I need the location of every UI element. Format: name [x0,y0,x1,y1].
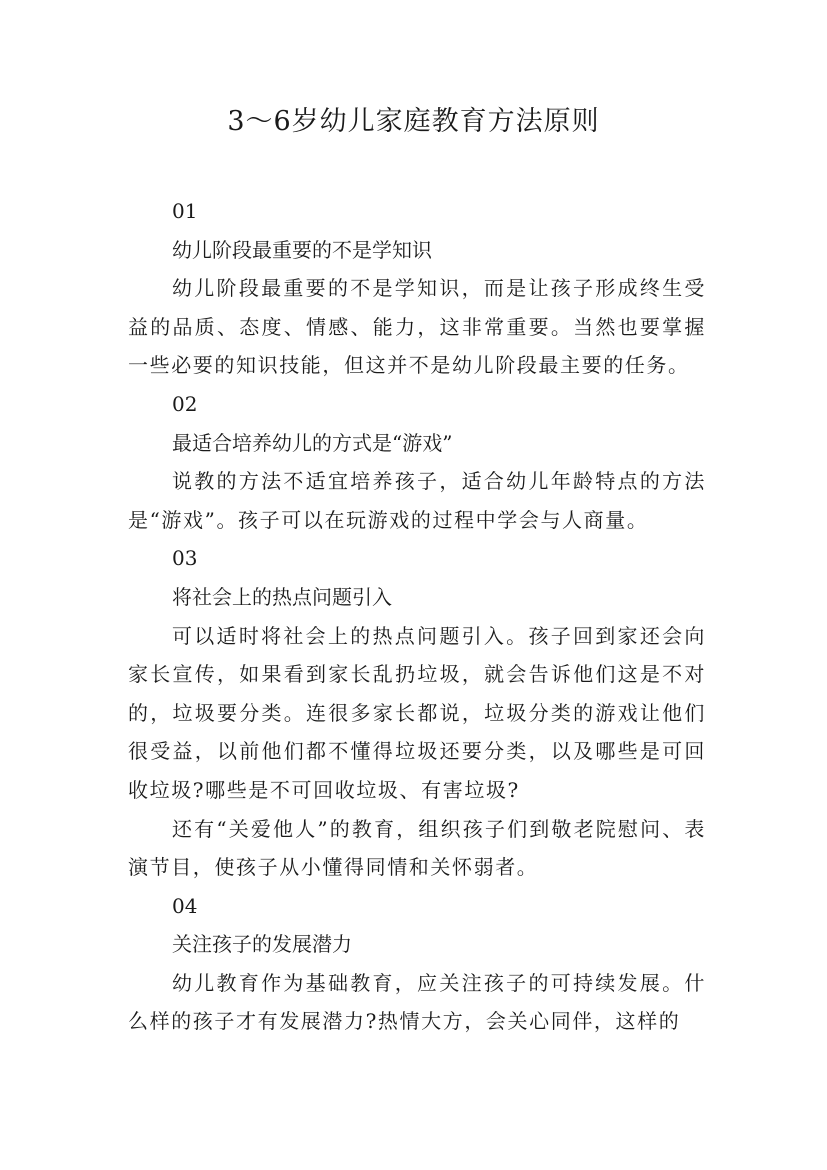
section-paragraph: 还有“关爱他人”的教育，组织孩子们到敬老院慰问、表演节目，使孩子从小懂得同情和关怀弱者。 [128,816,706,880]
section-heading: 将社会上的热点问题引入 [172,584,392,609]
section-number: 02 [172,391,198,416]
section-04 [128,887,706,1041]
section-number: 03 [172,546,198,571]
section-03 [128,539,706,886]
section-heading: 最适合培养幼儿的方式是“游戏” [172,430,453,455]
document-title: 3～6岁幼儿家庭教育方法原则 [227,106,600,137]
section-number: 01 [172,199,198,223]
section-paragraph: 幼儿教育作为基础教育，应关注孩子的可持续发展。什么样的孩子才有发展潜力?热情大方，会关心同伴，这样的 [128,970,706,1034]
section-heading: 关注孩子的发展潜力 [172,932,352,957]
section-paragraph: 可以适时将社会上的热点问题引入。孩子回到家还会向家长宣传，如果看到家长乱扔垃圾，就会告诉他们这是不对的，垃圾要分类。连很多家长都说，垃圾分类的游戏让他们很受益，以前他们都不懂得垃圾还要分类，以及哪些是可回收垃圾?哪些是不可回收垃圾、有害垃圾? [128,623,706,802]
section-paragraph: 幼儿阶段最重要的不是学知识，而是让孩子形成终生受益的品质、态度、情感、能力，这非常重要。当然也要掌握一些必要的知识技能，但这并不是幼儿阶段最主要的任务。 [128,276,706,378]
document-body [128,192,706,1041]
section-paragraph: 说教的方法不适宜培养孩子，适合幼儿年龄特点的方法是“游戏”。孩子可以在玩游戏的过程中学会与人商量。 [128,469,706,532]
section-number: 04 [172,893,198,918]
section-heading: 幼儿阶段最重要的不是学知识 [172,237,432,262]
section-02 [128,385,706,539]
section-01 [128,192,706,385]
